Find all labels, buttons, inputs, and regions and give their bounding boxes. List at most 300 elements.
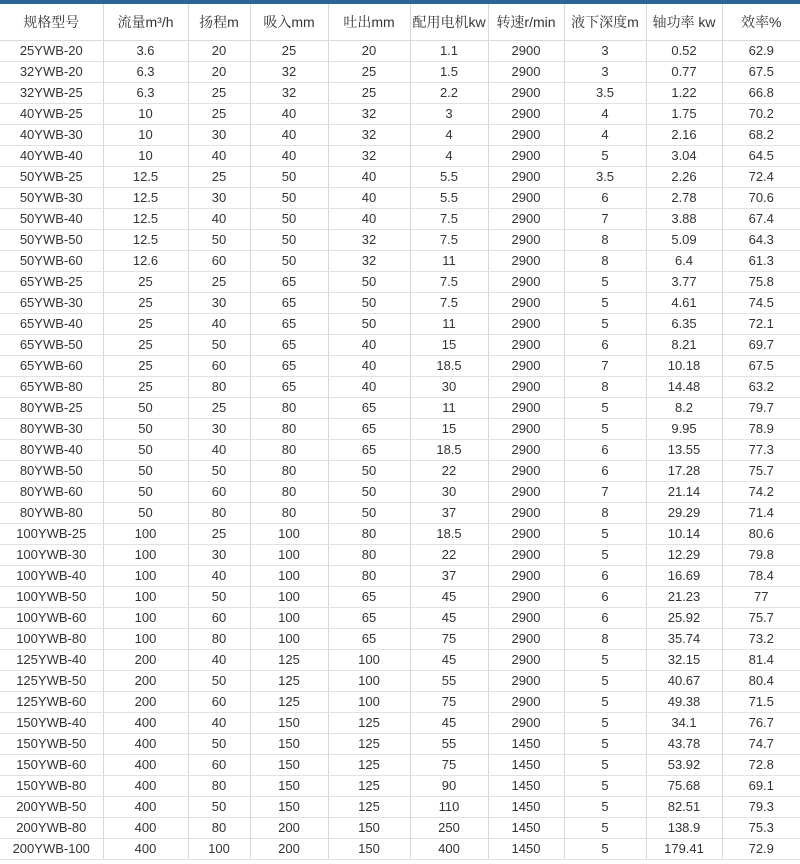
model-cell: 125YWB-40 [0,649,103,670]
value-cell: 32 [250,82,328,103]
table-header [0,4,800,40]
value-cell: 22 [410,460,488,481]
value-cell: 8.2 [646,397,722,418]
value-cell: 4 [564,103,646,124]
value-cell: 50 [250,166,328,187]
value-cell: 72.9 [722,838,800,859]
value-cell: 2900 [488,40,564,61]
value-cell: 65 [250,376,328,397]
value-cell: 2900 [488,145,564,166]
value-cell: 125 [250,691,328,712]
table-row [0,523,800,544]
value-cell: 67.5 [722,61,800,82]
value-cell: 2900 [488,187,564,208]
value-cell: 5 [564,691,646,712]
value-cell: 65 [328,586,410,607]
value-cell: 50 [250,187,328,208]
value-cell: 40 [328,334,410,355]
value-cell: 60 [188,355,250,376]
model-cell: 65YWB-40 [0,313,103,334]
value-cell: 2900 [488,250,564,271]
value-cell: 18.5 [410,355,488,376]
value-cell: 60 [188,754,250,775]
value-cell: 3.77 [646,271,722,292]
value-cell: 1450 [488,838,564,859]
value-cell: 125 [250,670,328,691]
value-cell: 70.2 [722,103,800,124]
value-cell: 20 [328,40,410,61]
value-cell: 3.5 [564,82,646,103]
value-cell: 25 [328,82,410,103]
table-row [0,166,800,187]
value-cell: 65 [250,271,328,292]
value-cell: 8 [564,229,646,250]
value-cell: 40 [328,208,410,229]
value-cell: 80.6 [722,523,800,544]
table-row [0,439,800,460]
value-cell: 2900 [488,376,564,397]
value-cell: 2900 [488,691,564,712]
value-cell: 18.5 [410,523,488,544]
value-cell: 75.7 [722,607,800,628]
value-cell: 30 [410,376,488,397]
value-cell: 50 [188,229,250,250]
value-cell: 3.04 [646,145,722,166]
value-cell: 80 [250,460,328,481]
value-cell: 3 [410,103,488,124]
value-cell: 60 [188,250,250,271]
column-header: 轴功率 kw [646,4,722,40]
table-row [0,208,800,229]
value-cell: 75.68 [646,775,722,796]
value-cell: 16.69 [646,565,722,586]
table-row [0,502,800,523]
value-cell: 79.7 [722,397,800,418]
model-cell: 50YWB-60 [0,250,103,271]
value-cell: 1.22 [646,82,722,103]
value-cell: 10 [103,124,188,145]
value-cell: 40 [188,565,250,586]
value-cell: 12.6 [103,250,188,271]
value-cell: 25 [188,271,250,292]
value-cell: 150 [250,733,328,754]
value-cell: 17.28 [646,460,722,481]
table-row [0,481,800,502]
value-cell: 15 [410,334,488,355]
model-cell: 50YWB-50 [0,229,103,250]
value-cell: 25 [103,376,188,397]
value-cell: 5 [564,271,646,292]
value-cell: 25 [103,292,188,313]
value-cell: 150 [328,817,410,838]
column-header: 配用电机kw [410,4,488,40]
value-cell: 63.2 [722,376,800,397]
value-cell: 7 [564,355,646,376]
value-cell: 2900 [488,586,564,607]
value-cell: 25 [103,313,188,334]
value-cell: 2900 [488,82,564,103]
table-row [0,733,800,754]
model-cell: 40YWB-25 [0,103,103,124]
value-cell: 150 [250,712,328,733]
value-cell: 5 [564,544,646,565]
value-cell: 50 [328,502,410,523]
value-cell: 45 [410,586,488,607]
model-cell: 65YWB-60 [0,355,103,376]
value-cell: 50 [250,250,328,271]
model-cell: 40YWB-30 [0,124,103,145]
value-cell: 50 [328,313,410,334]
value-cell: 100 [250,607,328,628]
value-cell: 30 [188,187,250,208]
value-cell: 5.5 [410,166,488,187]
value-cell: 50 [103,439,188,460]
model-cell: 150YWB-60 [0,754,103,775]
model-cell: 32YWB-25 [0,82,103,103]
table-row [0,544,800,565]
value-cell: 12.5 [103,229,188,250]
value-cell: 100 [103,586,188,607]
value-cell: 100 [103,607,188,628]
value-cell: 80 [328,544,410,565]
value-cell: 80 [188,775,250,796]
model-cell: 100YWB-40 [0,565,103,586]
value-cell: 1.5 [410,61,488,82]
value-cell: 7.5 [410,229,488,250]
value-cell: 400 [103,796,188,817]
value-cell: 32 [328,229,410,250]
value-cell: 2900 [488,313,564,334]
value-cell: 80 [250,502,328,523]
value-cell: 7 [564,481,646,502]
value-cell: 110 [410,796,488,817]
value-cell: 75.3 [722,817,800,838]
value-cell: 73.2 [722,628,800,649]
value-cell: 2900 [488,649,564,670]
value-cell: 40 [188,208,250,229]
value-cell: 200 [103,649,188,670]
value-cell: 30 [188,544,250,565]
value-cell: 3 [564,61,646,82]
value-cell: 67.4 [722,208,800,229]
value-cell: 80 [250,439,328,460]
value-cell: 40 [188,649,250,670]
value-cell: 2900 [488,712,564,733]
value-cell: 22 [410,544,488,565]
value-cell: 65 [328,628,410,649]
value-cell: 2900 [488,229,564,250]
value-cell: 5.5 [410,187,488,208]
value-cell: 14.48 [646,376,722,397]
value-cell: 60 [188,607,250,628]
value-cell: 77.3 [722,439,800,460]
value-cell: 65 [250,292,328,313]
value-cell: 2900 [488,418,564,439]
value-cell: 8 [564,502,646,523]
value-cell: 3.6 [103,40,188,61]
value-cell: 75.7 [722,460,800,481]
value-cell: 40 [188,712,250,733]
value-cell: 74.5 [722,292,800,313]
value-cell: 5 [564,145,646,166]
value-cell: 100 [328,691,410,712]
value-cell: 6 [564,439,646,460]
value-cell: 74.7 [722,733,800,754]
value-cell: 50 [103,502,188,523]
value-cell: 5 [564,733,646,754]
value-cell: 81.4 [722,649,800,670]
value-cell: 125 [250,649,328,670]
value-cell: 50 [328,460,410,481]
table-row [0,691,800,712]
value-cell: 10 [103,103,188,124]
value-cell: 64.5 [722,145,800,166]
value-cell: 7.5 [410,208,488,229]
value-cell: 45 [410,607,488,628]
value-cell: 76.7 [722,712,800,733]
value-cell: 50 [188,586,250,607]
value-cell: 67.5 [722,355,800,376]
value-cell: 72.1 [722,313,800,334]
model-cell: 200YWB-80 [0,817,103,838]
value-cell: 80 [250,481,328,502]
value-cell: 5 [564,670,646,691]
value-cell: 2.16 [646,124,722,145]
table-row [0,376,800,397]
value-cell: 34.1 [646,712,722,733]
model-cell: 40YWB-40 [0,145,103,166]
value-cell: 50 [188,334,250,355]
value-cell: 5 [564,313,646,334]
value-cell: 2900 [488,334,564,355]
value-cell: 80 [188,376,250,397]
table-row [0,145,800,166]
value-cell: 8 [564,376,646,397]
table-row [0,838,800,859]
value-cell: 35.74 [646,628,722,649]
value-cell: 125 [328,754,410,775]
column-header: 扬程m [188,4,250,40]
value-cell: 2900 [488,439,564,460]
model-cell: 65YWB-30 [0,292,103,313]
value-cell: 25 [103,355,188,376]
value-cell: 50 [188,796,250,817]
value-cell: 65 [328,607,410,628]
value-cell: 6.3 [103,61,188,82]
value-cell: 80 [328,523,410,544]
value-cell: 5 [564,649,646,670]
value-cell: 6.3 [103,82,188,103]
value-cell: 37 [410,565,488,586]
value-cell: 79.3 [722,796,800,817]
value-cell: 50 [103,460,188,481]
value-cell: 25 [328,61,410,82]
value-cell: 75 [410,628,488,649]
value-cell: 10.14 [646,523,722,544]
model-cell: 100YWB-60 [0,607,103,628]
value-cell: 125 [328,796,410,817]
value-cell: 50 [103,397,188,418]
value-cell: 6 [564,586,646,607]
value-cell: 50 [188,733,250,754]
table-header-row [0,4,800,40]
model-cell: 65YWB-25 [0,271,103,292]
value-cell: 11 [410,397,488,418]
value-cell: 5 [564,796,646,817]
value-cell: 65 [250,313,328,334]
value-cell: 5 [564,838,646,859]
value-cell: 65 [250,355,328,376]
value-cell: 7.5 [410,292,488,313]
value-cell: 2900 [488,61,564,82]
value-cell: 5 [564,418,646,439]
value-cell: 5 [564,523,646,544]
value-cell: 78.9 [722,418,800,439]
value-cell: 11 [410,313,488,334]
value-cell: 3.88 [646,208,722,229]
table-row [0,187,800,208]
value-cell: 45 [410,649,488,670]
value-cell: 6.4 [646,250,722,271]
value-cell: 49.38 [646,691,722,712]
value-cell: 5 [564,712,646,733]
model-cell: 150YWB-40 [0,712,103,733]
value-cell: 2900 [488,523,564,544]
value-cell: 13.55 [646,439,722,460]
value-cell: 25 [188,103,250,124]
value-cell: 400 [103,733,188,754]
column-header: 吐出mm [328,4,410,40]
value-cell: 1450 [488,817,564,838]
value-cell: 71.4 [722,502,800,523]
column-header: 效率% [722,4,800,40]
table-row [0,754,800,775]
value-cell: 2900 [488,502,564,523]
value-cell: 100 [103,628,188,649]
value-cell: 64.3 [722,229,800,250]
model-cell: 50YWB-30 [0,187,103,208]
column-header: 流量m³/h [103,4,188,40]
value-cell: 66.8 [722,82,800,103]
table-body [0,40,800,859]
table-row [0,250,800,271]
value-cell: 80 [250,418,328,439]
value-cell: 0.77 [646,61,722,82]
value-cell: 125 [328,733,410,754]
value-cell: 50 [103,418,188,439]
value-cell: 21.14 [646,481,722,502]
value-cell: 2.26 [646,166,722,187]
value-cell: 4 [564,124,646,145]
value-cell: 60 [188,691,250,712]
value-cell: 200 [103,691,188,712]
value-cell: 55 [410,733,488,754]
value-cell: 43.78 [646,733,722,754]
value-cell: 80.4 [722,670,800,691]
value-cell: 5 [564,292,646,313]
table-row [0,628,800,649]
column-header: 液下深度m [564,4,646,40]
value-cell: 40 [328,166,410,187]
value-cell: 29.29 [646,502,722,523]
value-cell: 250 [410,817,488,838]
value-cell: 100 [250,628,328,649]
value-cell: 6 [564,187,646,208]
value-cell: 82.51 [646,796,722,817]
value-cell: 50 [250,229,328,250]
table-row [0,670,800,691]
value-cell: 12.5 [103,166,188,187]
value-cell: 25 [188,166,250,187]
value-cell: 72.4 [722,166,800,187]
value-cell: 100 [250,565,328,586]
model-cell: 80YWB-25 [0,397,103,418]
value-cell: 45 [410,712,488,733]
value-cell: 75 [410,691,488,712]
value-cell: 200 [250,838,328,859]
column-header: 规格型号 [0,4,103,40]
value-cell: 3.5 [564,166,646,187]
model-cell: 50YWB-25 [0,166,103,187]
value-cell: 8 [564,628,646,649]
value-cell: 30 [188,292,250,313]
value-cell: 12.5 [103,208,188,229]
table-row [0,82,800,103]
value-cell: 37 [410,502,488,523]
column-header: 转速r/min [488,4,564,40]
table-row [0,418,800,439]
value-cell: 5 [564,754,646,775]
value-cell: 400 [103,817,188,838]
value-cell: 4.61 [646,292,722,313]
model-cell: 150YWB-80 [0,775,103,796]
value-cell: 40 [328,187,410,208]
value-cell: 62.9 [722,40,800,61]
value-cell: 40 [188,439,250,460]
value-cell: 125 [328,775,410,796]
value-cell: 32 [250,61,328,82]
table-row [0,796,800,817]
model-cell: 100YWB-25 [0,523,103,544]
value-cell: 80 [188,502,250,523]
value-cell: 60 [188,481,250,502]
value-cell: 2900 [488,124,564,145]
value-cell: 400 [103,712,188,733]
value-cell: 150 [328,838,410,859]
value-cell: 50 [328,271,410,292]
model-cell: 32YWB-20 [0,61,103,82]
value-cell: 32.15 [646,649,722,670]
value-cell: 78.4 [722,565,800,586]
value-cell: 2900 [488,208,564,229]
value-cell: 40 [250,124,328,145]
model-cell: 65YWB-50 [0,334,103,355]
value-cell: 1450 [488,733,564,754]
value-cell: 8 [564,250,646,271]
value-cell: 40.67 [646,670,722,691]
value-cell: 32 [328,145,410,166]
value-cell: 25 [188,82,250,103]
value-cell: 100 [250,586,328,607]
model-cell: 80YWB-80 [0,502,103,523]
value-cell: 10.18 [646,355,722,376]
table-row [0,124,800,145]
value-cell: 138.9 [646,817,722,838]
value-cell: 5 [564,817,646,838]
model-cell: 200YWB-100 [0,838,103,859]
value-cell: 25 [188,397,250,418]
table-row [0,229,800,250]
